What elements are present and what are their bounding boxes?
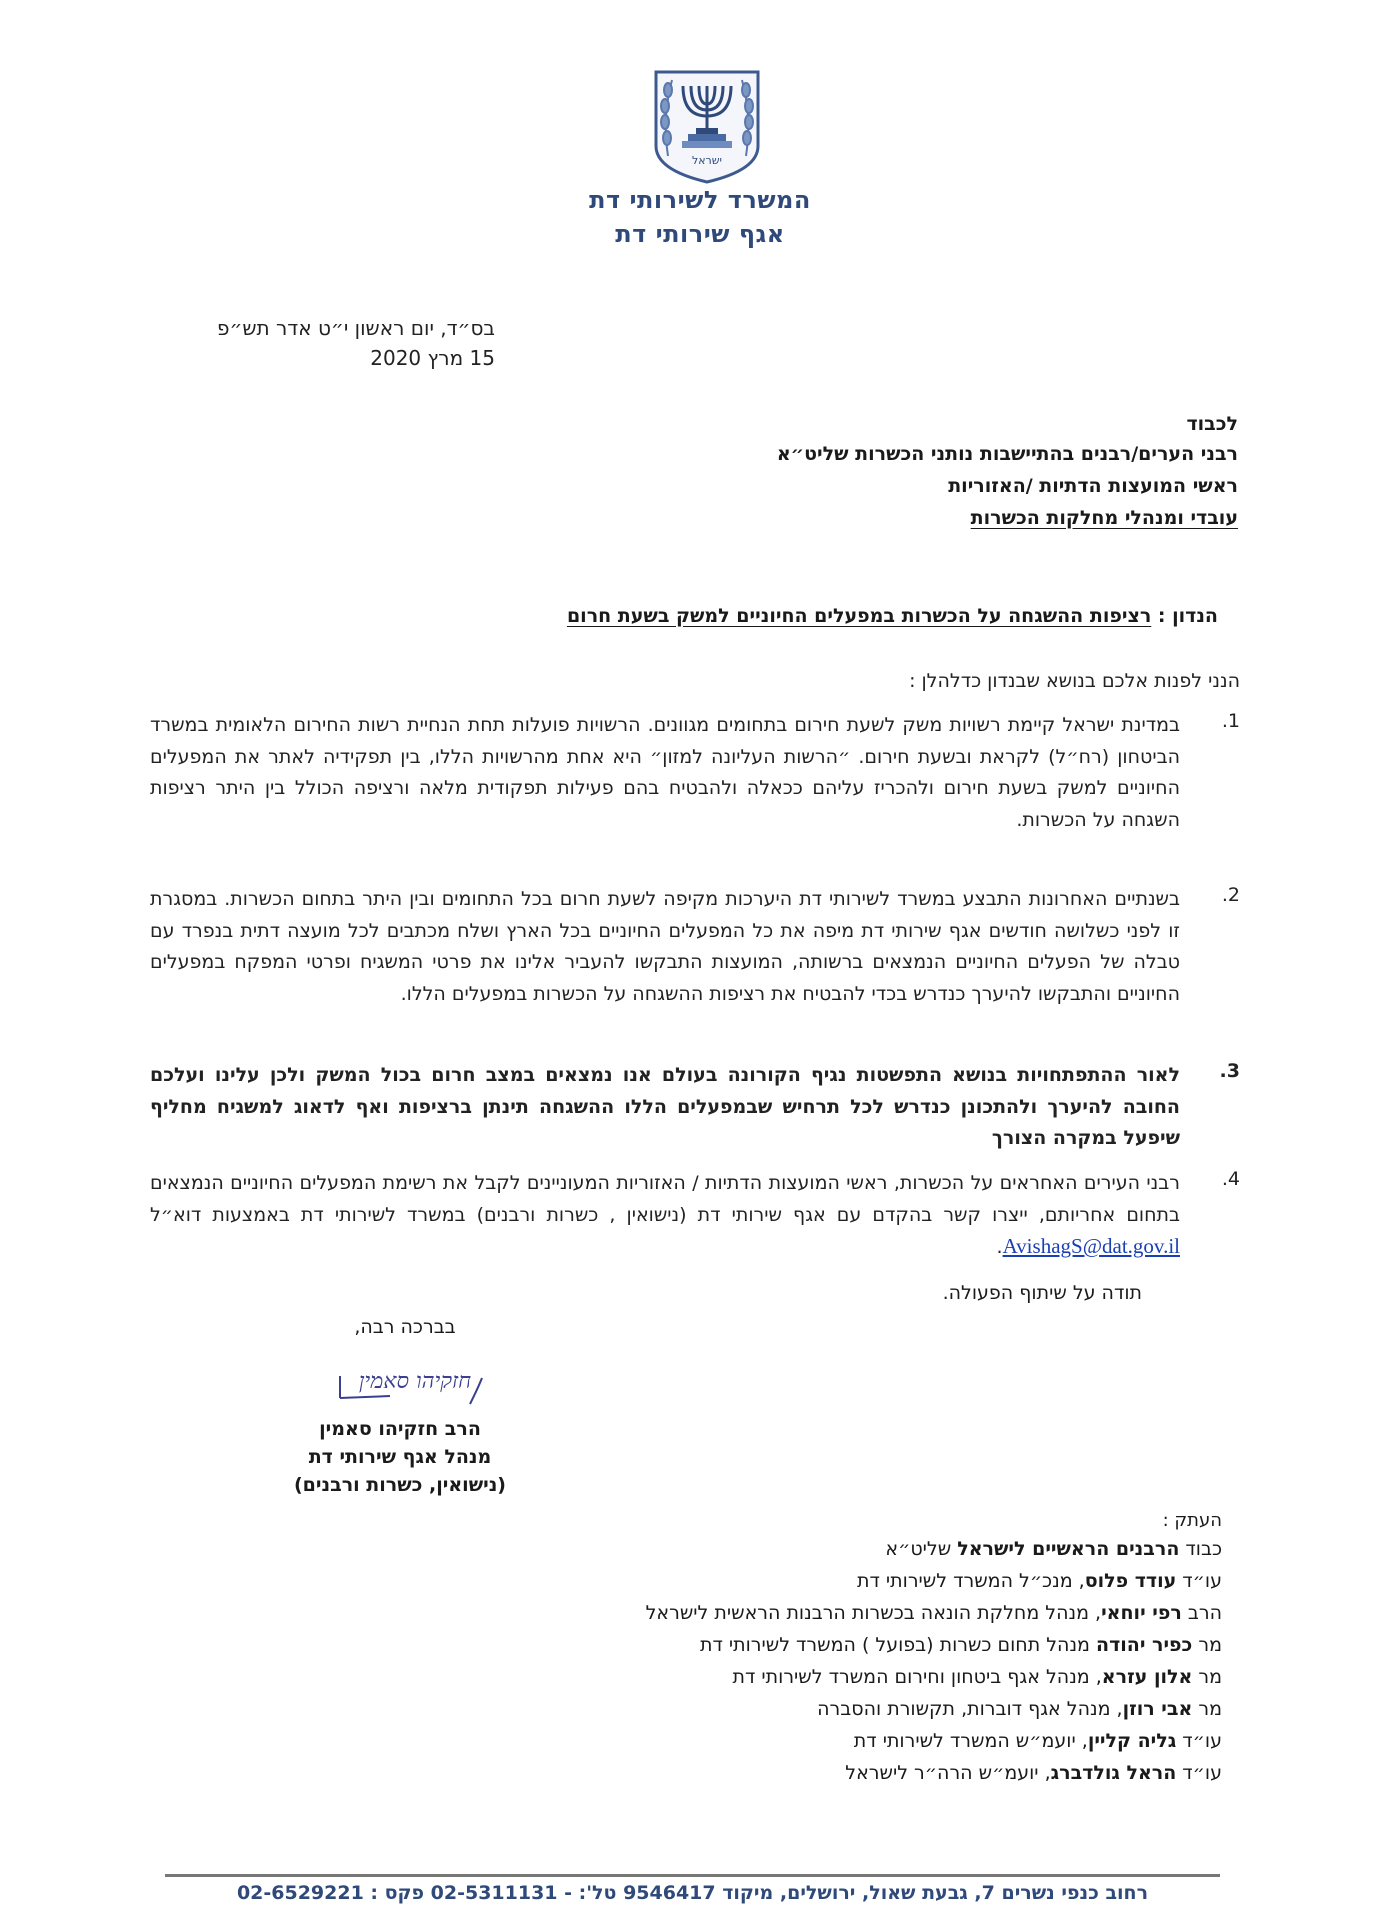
subject-line: [567, 605, 1218, 627]
cc-entry: הרב רפי יוחאי, מנהל מחלקת הונאה בכשרות הרבנות הראשית לישראל: [645, 1602, 1222, 1624]
state-emblem-icon: [648, 66, 766, 186]
numbered-paragraph: [150, 1060, 1240, 1155]
paragraph-body: לאור ההתפתחויות בנושא התפשטות נגיף הקורונה בעולם אנו נמצאים במצב חרום בכול המשק ולכן עלינו ועלכם החובה להיערך ולהתכונן כנדרש לכל תרחיש שבמפעלים הללו ההשגחה תינתן ברציפות ואף לדאוג למשגיח מחליף שיפעל במקרה הצורך: [150, 1064, 1180, 1149]
footer-divider: [165, 1874, 1220, 1877]
contact-email-link[interactable]: AvishagS@dat.gov.il: [1002, 1234, 1180, 1258]
recipients-label: לכבוד: [1186, 413, 1238, 435]
svg-text:ישראל: ישראל: [691, 154, 723, 167]
subject-text: רציפות ההשגחה על הכשרות במפעלים החיוניים למשק בשעת חרום: [566, 605, 1152, 627]
handwritten-signature: [320, 1358, 500, 1408]
numbered-paragraph: [150, 1168, 1240, 1264]
signer-name: הרב חזקיהו סאמין: [319, 1418, 481, 1440]
cc-entry: מר אלון עזרא, מנהל אגף ביטחון וחירום המשרד לשירותי דת: [732, 1666, 1222, 1688]
recipient-line: עובדי ומנהלי מחלקות הכשרות: [970, 507, 1238, 529]
paragraph-body: [150, 1168, 1180, 1264]
numbered-paragraph: [150, 710, 1240, 836]
paragraph-number: 3.: [1219, 1060, 1240, 1082]
paragraph-text: .: [996, 1236, 1003, 1258]
recipient-line: ראשי המועצות הדתיות /האזוריות: [948, 475, 1238, 497]
gregorian-date: 15 מרץ 2020: [370, 346, 495, 370]
cc-entry: עו״ד עודד פלוס, מנכ״ל המשרד לשירותי דת: [857, 1570, 1222, 1592]
signer-department: (נישואין, כשרות ורבנים): [294, 1474, 506, 1496]
footer-address: רחוב כנפי נשרים 7, גבעת שאול, ירושלים, מיקוד 9546417 טל': - 02-5311131 פקס : 02-6529221: [236, 1882, 1149, 1904]
cc-entry: כבוד הרבנים הראשיים לישראל שליט״א: [885, 1538, 1222, 1560]
paragraph-number: 2.: [1221, 884, 1240, 906]
paragraph-body: במדינת ישראל קיימת רשויות משק לשעת חירום בתחומים מגוונים. הרשויות פועלות תחת הנחיית רשות החירום הלאומית במשרד הביטחון (רח״ל) לקראת ובשעת חירום. ״הרשות העליונה למזון״ היא אחת מהרשויות הללו, בין תפקידיה לאתר את המפעלים החיוניים למשק בשעת חירום ולהכריז עליהם ככאלה ולהבטיח בהם פעילות תפקודית מלאה ורציפה הכולל בין היתר רציפות השגחה על הכשרות.: [150, 714, 1180, 831]
svg-text:חזקיהו סאמין: חזקיהו סאמין: [358, 1369, 472, 1394]
signer-title: מנהל אגף שירותי דת: [308, 1446, 492, 1468]
recipient-line: רבני הערים/רבנים בהתיישבות נותני הכשרות שליט״א: [776, 443, 1238, 465]
cc-entry: עו״ד גליה קליין, יועמ״ש המשרד לשירותי דת: [853, 1730, 1222, 1752]
paragraph-body: בשנתיים האחרונות התבצע במשרד לשירותי דת היערכות מקיפה לשעת חרום בכל התחומים ובין היתר בתחום הכשרות. במסגרת זו לפני כשלושה חודשים אגף שירותי דת מיפה את כל המפעלים החיוניים בכל הארץ ושלח מכתבים לכל מועצה דתית בנפרד עם טבלה של הפעלים החיוניים הנמצאים ברשותה, המועצות התבקשו להעביר אלינו את פרטי המשגיח ופרטי המפקח במפעלים החיוניים והתבקשו להיערך כנדרש בכדי להבטיח את רציפות ההשגחה על הכשרות במפעלים הללו.: [150, 888, 1180, 1005]
numbered-paragraph: [150, 884, 1240, 1010]
cc-entry: מר אבי רוזן, מנהל אגף דוברות, תקשורת והסברה: [817, 1698, 1222, 1720]
intro-text: הנני לפנות אלכם בנושא שבנדון כדלהלן :: [909, 670, 1240, 692]
subject-label: הנדון :: [1151, 605, 1218, 627]
cc-label: העתק :: [1162, 1510, 1222, 1531]
paragraph-text: רבני העירים האחראים על הכשרות, ראשי המועצות הדתיות / האזוריות המעוניינים לקבל את רשימת המפעלים החיוניים הנמצאים בתחום אחריותם, ייצרו קשר בהקדם עם אגף שירותי דת (נישואין , כשרות ורבנים) במשרד לשירותי דת באמצעות דוא״ל: [150, 1172, 1180, 1226]
closing-text: בברכה רבה,: [354, 1316, 456, 1338]
hebrew-date: בס״ד, יום ראשון י״ט אדר תש״פ: [216, 316, 495, 340]
cc-entry: עו״ד הראל גולדברג, יועמ״ש הרה״ר לישראל: [845, 1762, 1222, 1784]
paragraph-number: 4.: [1221, 1168, 1240, 1190]
ministry-name: המשרד לשירותי דת: [589, 186, 811, 214]
paragraph-number: 1.: [1221, 710, 1240, 732]
cc-entry: מר כפיר יהודה מנהל תחום כשרות (בפועל ) המשרד לשירותי דת: [699, 1634, 1222, 1656]
thanks-text: תודה על שיתוף הפעולה.: [942, 1282, 1142, 1304]
department-name: אגף שירותי דת: [615, 220, 785, 248]
